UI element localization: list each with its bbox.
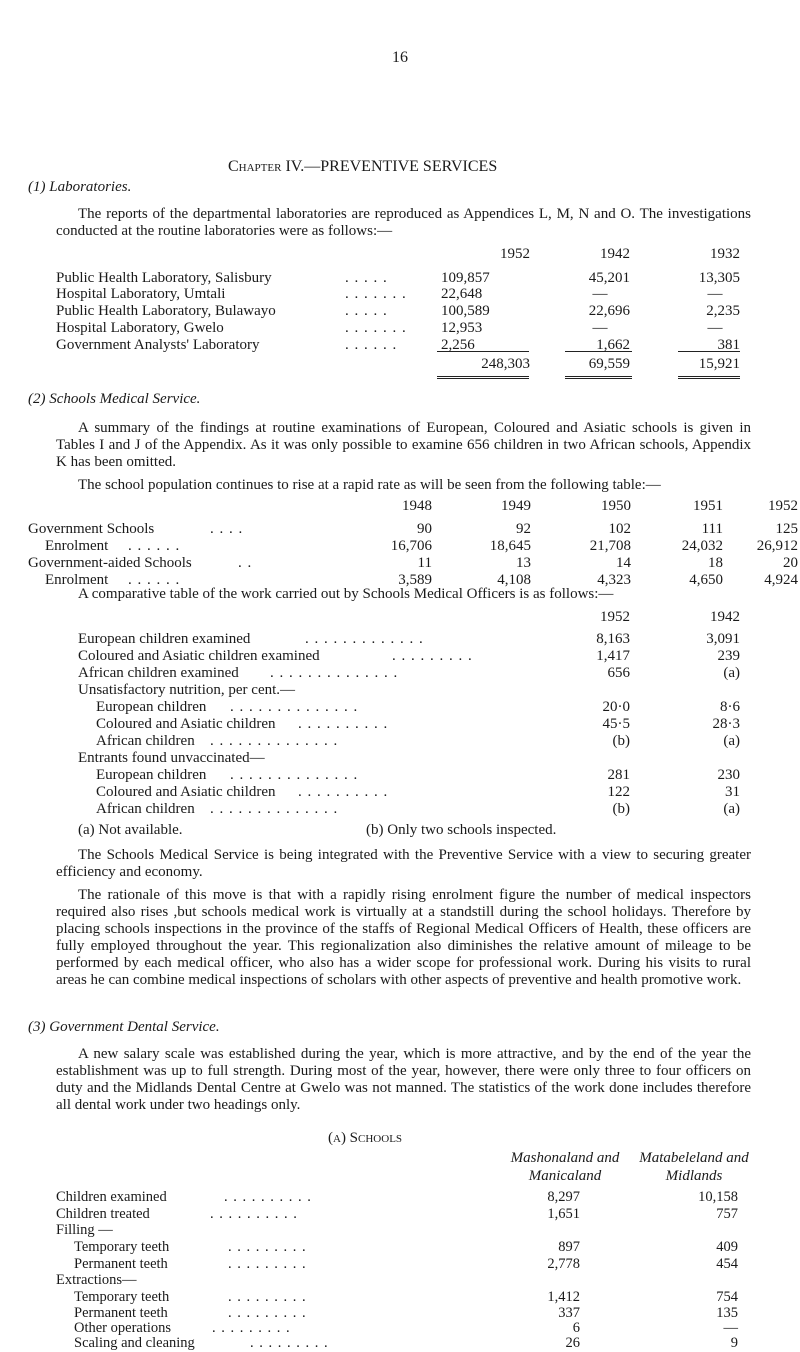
cmp-row-label: African children examined: [78, 665, 239, 681]
lab-cell: 100,589: [441, 303, 490, 319]
dental-row-dots: . . . . . . . . .: [212, 1320, 291, 1336]
lab-cell: 45,201: [588, 270, 630, 286]
lab-cell: —: [592, 286, 608, 302]
pop-cell: 111: [701, 521, 723, 537]
footnote-a: (a) Not available.: [78, 822, 183, 838]
dental-cell-matabeleland: 135: [716, 1305, 738, 1321]
cmp-cell-1952: (b): [612, 801, 630, 817]
cmp-cell-1942: 28·3: [712, 716, 740, 732]
cmp-row-dots: . . . . . . . . . . . . . .: [230, 767, 359, 783]
dental-cell-matabeleland: 754: [716, 1289, 738, 1305]
lab-subtotal-rule-1952: [437, 351, 529, 352]
lab-cell: 12,953: [441, 320, 483, 336]
cmp-cell-1942: 31: [725, 784, 740, 800]
dental-row-label: Extractions—: [56, 1272, 137, 1288]
lab-cell: —: [592, 320, 608, 336]
pop-cell: 16,706: [390, 538, 432, 554]
dental-paragraph: A new salary scale was established during the year, which is more attractive, and by the end of the year the establishment was up to full strength. During most of the year, however, there were only three to four officers on duty and the Midlands Dental Centre at Gwelo was not manned. The statistics of the work done includes therefore all dental work under two headings only.: [56, 1046, 751, 1113]
pop-row-dots: . .: [238, 555, 253, 571]
lab-cell: 109,857: [441, 270, 490, 286]
cmp-cell-1952: 20·0: [602, 699, 630, 715]
pop-year: 1950: [601, 498, 631, 514]
dental-subheading-schools: (a) Schools: [328, 1130, 403, 1146]
lab-total-rule-1942: [565, 376, 632, 379]
pop-cell: 21,708: [589, 538, 631, 554]
pop-row-label: Government-aided Schools: [28, 555, 192, 571]
lab-subtotal-rule-1942: [565, 351, 632, 352]
dental-cell-mashonaland: 6: [572, 1320, 580, 1336]
lab-total-rule-1952: [437, 376, 529, 379]
footnote-b: (b) Only two schools inspected.: [366, 822, 557, 838]
cmp-cell-1942: 3,091: [706, 631, 740, 647]
cmp-cell-1942: (a): [723, 733, 740, 749]
pop-cell: 4,323: [597, 572, 631, 588]
dental-cell-matabeleland: 10,158: [698, 1189, 738, 1205]
lab-year-1932: 1932: [710, 246, 740, 262]
section-heading-schools-medical: (2) Schools Medical Service.: [28, 391, 201, 407]
dental-cell-matabeleland: —: [723, 1320, 738, 1336]
pop-row-dots: . . . .: [210, 521, 244, 537]
cmp-cell-1942: 8·6: [720, 699, 740, 715]
cmp-row-label: Unsatisfactory nutrition, per cent.—: [78, 682, 296, 698]
dental-cell-matabeleland: 757: [716, 1206, 738, 1222]
lab-total-rule-1932: [678, 376, 740, 379]
cmp-cell-1942: (a): [723, 665, 740, 681]
lab-cell: —: [707, 286, 723, 302]
cmp-cell-1952: 122: [607, 784, 630, 800]
dental-col-mashonaland: Mashonaland and Manicaland: [510, 1150, 620, 1184]
cmp-year-1942: 1942: [710, 609, 740, 625]
dental-row-dots: . . . . . . . . . .: [210, 1206, 298, 1222]
cmp-row-label: Coloured and Asiatic children: [96, 784, 276, 800]
pop-cell: 3,589: [398, 572, 432, 588]
cmp-cell-1952: 45·5: [602, 716, 630, 732]
pop-cell: 125: [775, 521, 798, 537]
dental-row-label: Children treated: [56, 1206, 150, 1222]
pop-cell: 18: [708, 555, 723, 571]
dental-cell-mashonaland: 2,778: [547, 1256, 580, 1272]
dental-cell-mashonaland: 897: [558, 1239, 580, 1255]
rationale-paragraph: The rationale of this move is that with a rapidly rising enrolment figure the number of medical inspectors required also rises ,but schools medical work is virtually at a standstill during the school holidays. Therefore by placing schools inspections in the province of the staffs of Regional Medical Officers of Health, these officers are fully employed throughout the year. This regionalization also diminishes the relative amount of mileage to be performed by each medical officer, who also has a wider scope for professional work. During his visits to rural areas he can combine medical inspections of scholars with other aspects of preventive and health promotive work.: [56, 887, 751, 988]
lab-total-1932: 15,921: [698, 356, 740, 372]
pop-row-dots: . . . . . .: [128, 572, 181, 588]
lab-row-dots: . . . . . .: [345, 337, 398, 353]
lab-cell: 22,696: [588, 303, 630, 319]
cmp-cell-1952: 8,163: [596, 631, 630, 647]
pop-cell: 90: [417, 521, 432, 537]
dental-row-dots: . . . . . . . . .: [228, 1239, 307, 1255]
lab-row-dots: . . . . .: [345, 270, 388, 286]
dental-row-label: Other operations: [74, 1320, 172, 1336]
page-number: 16: [392, 49, 408, 66]
pop-cell: 4,108: [497, 572, 531, 588]
dental-cell-mashonaland: 26: [565, 1335, 580, 1351]
lab-year-1942: 1942: [600, 246, 630, 262]
schools-summary-paragraph: A summary of the findings at routine examinations of European, Coloured and Asiatic schools is given in Tables I and J of the Appendix. As it was only possible to examine 656 children in two African schools, Appendix K has been omitted.: [56, 420, 751, 470]
cmp-cell-1952: (b): [612, 733, 630, 749]
cmp-cell-1942: 230: [717, 767, 740, 783]
pop-cell: 4,650: [689, 572, 723, 588]
cmp-row-dots: . . . . . . . . .: [392, 648, 473, 664]
lab-year-1952: 1952: [500, 246, 530, 262]
pop-cell: 14: [616, 555, 631, 571]
pop-row-label: Enrolment: [45, 538, 109, 554]
cmp-row-label: Entrants found unvaccinated—: [78, 750, 265, 766]
lab-cell: 381: [717, 337, 740, 353]
lab-cell: 22,648: [441, 286, 483, 302]
cmp-row-label: European children: [96, 767, 207, 783]
pop-cell: 11: [417, 555, 432, 571]
pop-row-label: Government Schools: [28, 521, 155, 537]
cmp-cell-1952: 656: [607, 665, 630, 681]
cmp-row-label: Coloured and Asiatic children examined: [78, 648, 320, 664]
lab-subtotal-rule-1932: [678, 351, 740, 352]
cmp-row-dots: . . . . . . . . . . . . . .: [230, 699, 359, 715]
dental-cell-matabeleland: 454: [716, 1256, 738, 1272]
lab-cell: 1,662: [596, 337, 630, 353]
pop-cell: 4,924: [764, 572, 798, 588]
lab-row-label: Hospital Laboratory, Umtali: [56, 286, 226, 302]
cmp-row-dots: . . . . . . . . . . . . . .: [210, 733, 339, 749]
dental-row-label: Permanent teeth: [74, 1256, 168, 1272]
cmp-cell-1952: 281: [607, 767, 630, 783]
pop-year: 1951: [693, 498, 723, 514]
cmp-row-dots: . . . . . . . . . .: [298, 784, 389, 800]
dental-cell-matabeleland: 9: [730, 1335, 738, 1351]
dental-cell-matabeleland: 409: [716, 1239, 738, 1255]
pop-year: 1948: [402, 498, 432, 514]
pop-row-label: Enrolment: [45, 572, 109, 588]
laboratories-paragraph: The reports of the departmental laboratories are reproduced as Appendices L, M, N and O. The investigations conducted at the routine laboratories were as follows:—: [56, 206, 751, 239]
dental-row-dots: . . . . . . . . .: [250, 1335, 329, 1351]
lab-cell: 2,256: [441, 337, 475, 353]
dental-cell-mashonaland: 1,651: [547, 1206, 580, 1222]
dental-row-label: Permanent teeth: [74, 1305, 168, 1321]
school-population-intro: The school population continues to rise at a rapid rate as will be seen from the following table:—: [78, 477, 661, 493]
dental-cell-mashonaland: 8,297: [547, 1189, 580, 1205]
dental-row-label: Filling —: [56, 1222, 113, 1238]
pop-cell: 20: [783, 555, 798, 571]
cmp-year-1952: 1952: [600, 609, 630, 625]
cmp-row-label: Coloured and Asiatic children: [96, 716, 276, 732]
section-heading-laboratories: (1) Laboratories.: [28, 179, 132, 195]
pop-cell: 92: [516, 521, 531, 537]
pop-cell: 13: [516, 555, 531, 571]
cmp-row-dots: . . . . . . . . . .: [298, 716, 389, 732]
dental-col-matabeleland: Matabeleland and Midlands: [639, 1150, 749, 1184]
lab-row-label: Public Health Laboratory, Bulawayo: [56, 303, 276, 319]
dental-row-label: Scaling and cleaning: [74, 1335, 195, 1351]
cmp-row-dots: . . . . . . . . . . . . . .: [210, 801, 339, 817]
lab-row-label: Public Health Laboratory, Salisbury: [56, 270, 272, 286]
cmp-cell-1942: (a): [723, 801, 740, 817]
pop-cell: 24,032: [681, 538, 723, 554]
section-heading-dental: (3) Government Dental Service.: [28, 1019, 220, 1035]
cmp-row-label: European children: [96, 699, 207, 715]
comparative-table-intro: A comparative table of the work carried out by Schools Medical Officers is as follows:—: [78, 586, 614, 602]
dental-row-label: Temporary teeth: [74, 1239, 170, 1255]
cmp-row-label: European children examined: [78, 631, 251, 647]
pop-cell: 26,912: [756, 538, 798, 554]
cmp-row-label: African children: [96, 801, 195, 817]
lab-row-dots: . . . . .: [345, 303, 388, 319]
cmp-cell-1942: 239: [717, 648, 740, 664]
cmp-row-dots: . . . . . . . . . . . . .: [305, 631, 424, 647]
pop-row-dots: . . . . . .: [128, 538, 181, 554]
pop-year: 1949: [501, 498, 531, 514]
dental-row-dots: . . . . . . . . .: [228, 1305, 307, 1321]
lab-row-dots: . . . . . . .: [345, 286, 407, 302]
lab-total-1942: 69,559: [588, 356, 630, 372]
lab-row-label: Hospital Laboratory, Gwelo: [56, 320, 224, 336]
cmp-cell-1952: 1,417: [596, 648, 630, 664]
cmp-row-label: African children: [96, 733, 195, 749]
lab-row-label: Government Analysts' Laboratory: [56, 337, 260, 353]
lab-cell: —: [707, 320, 723, 336]
cmp-row-dots: . . . . . . . . . . . . . .: [270, 665, 399, 681]
pop-cell: 18,645: [489, 538, 531, 554]
lab-cell: 2,235: [706, 303, 740, 319]
dental-cell-mashonaland: 337: [558, 1305, 580, 1321]
dental-cell-mashonaland: 1,412: [547, 1289, 580, 1305]
dental-row-dots: . . . . . . . . .: [228, 1289, 307, 1305]
dental-row-label: Temporary teeth: [74, 1289, 170, 1305]
dental-row-label: Children examined: [56, 1189, 167, 1205]
chapter-title: Chapter IV.—PREVENTIVE SERVICES: [228, 158, 498, 175]
dental-row-dots: . . . . . . . . .: [228, 1256, 307, 1272]
integration-paragraph: The Schools Medical Service is being integrated with the Preventive Service with a view to securing greater efficiency and economy.: [56, 847, 751, 880]
lab-total-1952: 248,303: [481, 356, 530, 372]
lab-row-dots: . . . . . . .: [345, 320, 407, 336]
lab-cell: 13,305: [698, 270, 740, 286]
pop-year: 1952: [768, 498, 798, 514]
pop-cell: 102: [608, 521, 631, 537]
dental-row-dots: . . . . . . . . . .: [224, 1189, 312, 1205]
